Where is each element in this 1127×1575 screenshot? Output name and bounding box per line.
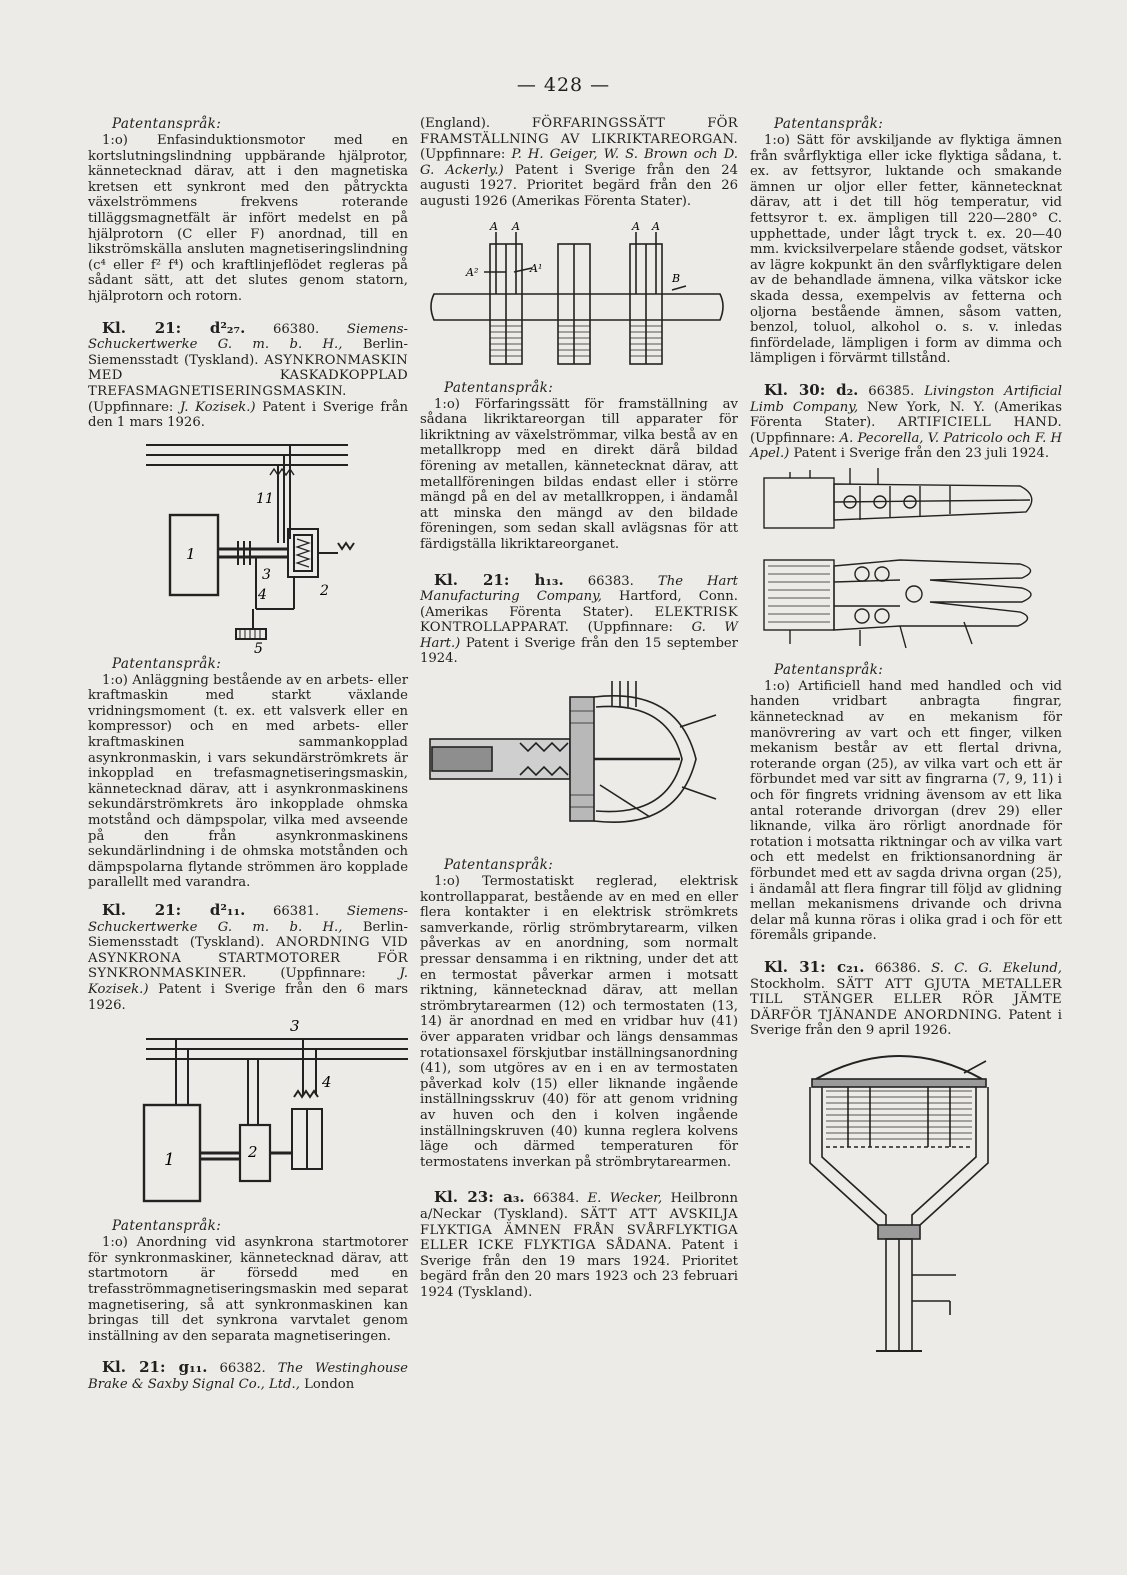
patent-entry-66382-cont <box>420 116 738 210</box>
claims-heading: Patentanspråk: <box>774 116 884 132</box>
patent-date: Patent i Sverige från den 19 mars 1924. Prioritet begärd från den 20 mars 1923 och 23 februari 1924 (Tyskland). <box>420 1238 738 1300</box>
figure-label: 1 <box>164 1150 175 1171</box>
applicant: The Westinghouse Brake & Saxby Signal Co., Ltd., <box>88 1361 408 1392</box>
page-number: — 428 — <box>516 74 611 96</box>
figure-label: 1 <box>186 544 196 563</box>
inventor: A. Pecorella, V. Patricolo och F. H Apel.) <box>750 430 1062 462</box>
figure-label: 5 <box>254 640 263 656</box>
inventor: G. W Hart.) <box>420 620 738 651</box>
claim-text: 1:o) Sätt för avskiljande av flyktiga ämnen från svårflyktiga eller icke flyktiga sådana, t. ex. av fettsyror, luktande och smakande ämnen ur oljor eller fetter, kännetecknat därav, att i det till hög temperatur, vid fettsyror t. ex. ämpligen till 220—280° C. upphettade, under lågt tryck t. ex. 20—40 mm. kvicksilverpelare stående godset, vätskor av lägre kokpunkt än den svårflyktigare delen av de behandlade ämnena, vilka vätskor icke skada dessa, exempelvis av fetterna och oljorna bestående ämnen, såsom vatten, benzol, toluol, alkohol o. s. v. inledas finfördelade, lämpligen i form av dimma och lämpligen i förvärmt tillstånd. <box>750 133 1062 367</box>
applicant-place: Berlin-Siemensstadt (Tyskland). <box>88 337 408 368</box>
patent-date: Patent i Sverige från den 24 augusti 1927. Prioritet begärd från den 26 augusti 1926 (Amerikas Förenta Stater). <box>420 162 738 209</box>
claim-text: 1:o) Termostatiskt reglerad, elektrisk kontrollapparat, bestående av en med en eller flera kontakter i en elektrisk strömkrets samverkande, rörlig strömbrytarearm, vilken påverkas av en anordning, som normalt pressar densamma i en riktning, under det att en termostat påverkar armen i motsatt riktning, kännetecknad därav, att mellan strömbrytarearmen (12) och termostaten (13, 14) är anordnad en med en vridbar huv (41) över apparaten vridbar och längs densammas rotationsaxel förskjutbar inställningsanordning (41), som utgöres av en i en av termostaten påverkad kolv (15) eller liknande ingående inställningsskruv (40) för att genom vridning av huven och den i kolven ingående inställningskruven (40) kunna reglera kolvens läge och därmed temperaturen för termostatens inverkan på strömbrytarearmen. <box>420 874 738 1170</box>
invention-title: ASYNKRONMASKIN MED KASKADKOPPLAD TREFASMAGNETISERINGSMASKIN. <box>88 352 408 399</box>
applicant: Livingston Artificial Limb Company, <box>750 383 1062 415</box>
inventor: P. H. Geiger, W. S. Brown och D. G. Ackerly.) <box>420 147 738 178</box>
kl-class: Kl. 31: c₂₁. <box>764 957 865 976</box>
applicant-place: Hartford, Conn. (Amerikas Förenta Stater). <box>420 589 738 620</box>
claim-text: 1:o) Förfaringssätt för framställning av sådana likriktareorgan till apparater för likriktning av växelströmmar, vilka bestå av en metallkropp med en direkt därå bildad förening av metallen, kännetecknat därav, att metallföreningen bildas endast eller i större mängd på en del av metallkroppen, i ändamål att minska den mängd av den bildade föreningen, som sedan skall avlägsnas för att färdigställa likriktareorganet. <box>420 396 738 552</box>
applicant-place: New York, N. Y. (Amerikas Förenta Stater). <box>750 399 1062 431</box>
figure-label: 2 <box>320 582 329 599</box>
invention-title: FÖRFARINGSSÄTT FÖR FRAMSTÄLLNING AV LIKRIKTAREORGAN. <box>420 116 738 147</box>
kl-class: Kl. 21: d²₁₁. <box>102 901 246 919</box>
invention-title: ELEKTRISK KONTROLLAPPARAT. <box>420 604 738 636</box>
invention-title: ANORDNING VID ASYNKRONA STARTMOTORER FÖR SYNKRONMASKINER. <box>88 935 408 982</box>
claims-heading: Patentanspråk: <box>112 116 222 132</box>
claim-text: 1:o) Enfasinduktionsmotor med en kortslutningslindning uppbärande hjälprotor, kännetecknad därav, att i den magnetiska kretsen ett synkront med den påtryckta växelströmmens frekvens roterande tilläggsmagnetfält är infört medelst en på hjälprotorn (C eller F) anordnad, till en likströmskälla ansluten magnetiseringslindning (c⁴ eller f² f⁴) och kraftlinjeflödet regleras på sådant sätt, att det slutes genom statorn, hjälprotorn och rotorn. <box>88 133 408 304</box>
claim-text: 1:o) Anläggning bestående av en arbets- eller kraftmaskin med starkt växlande vridningsmoment (t. ex. ett valsverk eller en kompressor) och en med arbets- eller kraftmaskinen sammankopplad asynkronmaskin, i vars sekundärströmkrets är inkopplad en trefasmagnetiseringsmaskin, kännetecknad därav, att i asynkronmaskinens sekundärströmkrets äro inkopplade ohmska motstånd och dämpspolar, vilka med avseende på den från asynkronmaskinens sekundärlindning i de ohmska motstånden och dämpspolarna flytande strömmen äro kopplade parallellt med varandra. <box>88 672 408 891</box>
patent-date: Patent i Sverige från den 23 juli 1924. <box>793 446 1050 462</box>
inventor-label: (Uppfinnare: <box>88 399 174 415</box>
figure-label: A <box>490 219 498 233</box>
figure-thermostat-66383 <box>420 667 738 857</box>
patent-entry-66384 <box>420 1190 738 1300</box>
kl-class: Kl. 21: g₁₁. <box>102 1358 208 1377</box>
figure-label: A¹ <box>530 261 543 275</box>
patent-entry-66380 <box>88 318 409 431</box>
patent-date: Patent i Sverige från den 15 september 1924. <box>420 635 738 667</box>
invention-title: SÄTT ATT AVSKILJA FLYKTIGA ÄMNEN FRÅN SVÅRFLYKTIGA ELLER ICKE FLYKTIGA SÅDANA. <box>420 1206 738 1254</box>
figure-label: A² <box>466 265 479 279</box>
patent-number: 66380. <box>273 321 320 337</box>
figure-label: A <box>512 219 520 233</box>
figure-label: A <box>632 219 640 233</box>
figure-label: 4 <box>322 1073 332 1092</box>
patent-number: 66383. <box>587 573 634 589</box>
inventor-label: (Uppfinnare: <box>587 620 673 636</box>
claim-text: 1:o) Artificiell hand med handled och vid handen vridbart anbragta fingrar, kännetecknad av en mekanism för manövrering av vart och ett finger, vilken mekanism består av ett flertal drivna, roterande organ (25), av vilka vart och ett är förbundet med var sitt av fingrarna (7, 9, 11) i och för fingrets vridning ävensom av ett lika antal roterande drivorgan (drev 29) eller liknande, vilka äro rörligt anordnade för rotation i motsatta riktningar och av vilka vart och ett medelst en friktionsanordning är förbundet med ett av sagda drivna organ (25), i ändamål att flera fingrar till följd av glidning mellan mekanismens drivande och drivna delar må kunna röras i olika grad i och för ett föremåls gripande. <box>750 678 1062 944</box>
applicant: E. Wecker, <box>587 1191 663 1207</box>
patent-entry-66386 <box>750 957 1062 1039</box>
figure-label: A <box>652 219 660 233</box>
patent-number: 66386. <box>874 960 921 976</box>
patent-number: 66384. <box>533 1191 580 1207</box>
inventor: J. Kozisek.) <box>88 966 408 997</box>
kl-class: Kl. 21: h₁₃. <box>434 570 564 589</box>
applicant-place: (England). <box>420 116 491 131</box>
figure-circuit-66381 <box>88 1013 408 1218</box>
column-3 <box>750 116 1062 1369</box>
column-2 <box>420 116 738 1301</box>
figure-artificial-hand-66385 <box>750 462 1062 662</box>
claims-heading: Patentanspråk: <box>444 857 554 874</box>
patent-number: 66381. <box>273 904 320 919</box>
patent-number: 66385. <box>868 383 915 399</box>
claims-heading: Patentanspråk: <box>112 1218 222 1235</box>
patent-entry-66383 <box>420 570 738 668</box>
kl-class: Kl. 30: d₂. <box>764 380 859 399</box>
applicant: Siemens-Schuckertwerke G. m. b. H., <box>88 904 409 935</box>
inventor: J. Kozisek.) <box>179 399 256 415</box>
figure-label: 3 <box>290 1017 300 1036</box>
applicant-place: Heilbronn a/Neckar (Tyskland). <box>420 1191 738 1222</box>
invention-title: ARTIFICIELL HAND. <box>897 415 1062 431</box>
figure-rectifier-66382 <box>420 210 738 380</box>
kl-class: Kl. 23: a₃. <box>434 1188 525 1207</box>
applicant-place: Stockholm. <box>750 976 825 992</box>
figure-casting-apparatus-66386 <box>750 1039 1062 1369</box>
applicant-place: Berlin-Siemensstadt (Tyskland). <box>88 919 408 951</box>
column-1 <box>88 116 408 1393</box>
figure-label: 11 <box>256 490 274 507</box>
applicant: Siemens-Schuckertwerke G. m. b. H., <box>88 321 409 353</box>
kl-class: Kl. 21: d²₂₇. <box>102 318 246 337</box>
patent-date: Patent i Sverige från den 6 mars 1926. <box>88 981 408 1013</box>
applicant: The Hart Manufacturing Company, <box>420 573 738 605</box>
patent-entry-66381 <box>88 903 408 1013</box>
figure-label: B <box>672 271 681 285</box>
invention-title: SÄTT ATT GJUTA METALLER TILL STÄNGER ELLER RÖR JÄMTE DÄRFÖR TJÄNANDE ANORDNING. <box>750 976 1062 1023</box>
claims-heading: Patentanspråk: <box>112 655 222 672</box>
patent-entry-66385 <box>750 380 1062 462</box>
applicant-place: London <box>304 1376 355 1392</box>
claims-heading: Patentanspråk: <box>444 379 554 396</box>
figure-label: 4 <box>258 586 267 603</box>
inventor-label: (Uppfinnare: <box>420 147 506 163</box>
claims-heading: Patentanspråk: <box>774 661 884 678</box>
claim-text: 1:o) Anordning vid asynkrona startmotorer för synkronmaskiner, kännetecknad därav, att startmotorn är försedd med en trefasströmmagnetiseringsmaskin med separat magnetisering, så att synkronmaskinen kan bringas till det synkrona varvtalet genom inställning av den separata magnetiseringen. <box>88 1235 408 1344</box>
figure-circuit-66380 <box>88 431 408 656</box>
patent-entry-66382 <box>88 1360 408 1392</box>
inventor-label: (Uppfinnare: <box>280 966 366 982</box>
patent-date: Patent i Sverige från den 9 april 1926. <box>750 1007 1062 1039</box>
patent-date: Patent i Sverige från den 1 mars 1926. <box>88 399 408 431</box>
figure-label: 3 <box>262 566 271 583</box>
applicant: S. C. G. Ekelund, <box>931 960 1062 976</box>
patent-number: 66382. <box>219 1361 266 1377</box>
figure-label: 2 <box>248 1143 258 1162</box>
inventor-label: (Uppfinnare: <box>750 430 836 446</box>
